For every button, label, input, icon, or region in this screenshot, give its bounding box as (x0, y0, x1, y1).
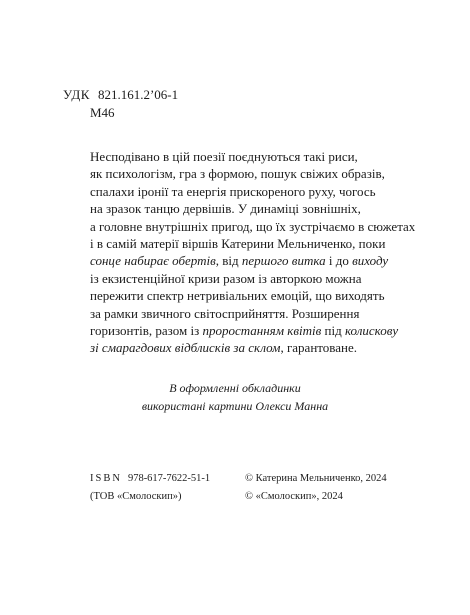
annotation-text: і в самій матерії віршів Катерини Мельниченко, поки (90, 236, 386, 252)
annotation-text: горизонтів, разом із (90, 323, 203, 339)
publisher-note: (ТОВ «Смолоскип») (90, 491, 182, 502)
copyright-block (245, 470, 387, 506)
annotation-italic-text: колискову (344, 323, 399, 339)
copyright-publisher: © «Смолоскип», 2024 (245, 491, 343, 502)
annotation-line (90, 165, 415, 182)
annotation-line (90, 235, 415, 252)
author-code: М46 (90, 105, 115, 120)
annotation-text: на зразок танцю дервішів. У динаміці зовнішніх, (90, 201, 361, 217)
annotation-line (90, 287, 415, 304)
annotation-text: як психологізм, гра з формою, пошук свіжих образів, (90, 166, 385, 182)
isbn-line (90, 470, 210, 488)
book-annotation (90, 148, 415, 357)
annotation-text: , від (215, 253, 242, 269)
annotation-line (90, 218, 415, 235)
cover-design-line-1: В оформленні обкладинки (169, 381, 301, 395)
udk-label: УДК (63, 87, 90, 102)
annotation-text: за рамки звичного світосприйняття. Розширення (90, 305, 360, 321)
annotation-text: а головне внутрішніх пригод, що їх зустрічаємо в сюжетах (90, 218, 416, 234)
isbn-label: ISBN (90, 473, 122, 484)
annotation-text: під (321, 323, 345, 339)
annotation-text: Несподівано в цій поезії поєднуються такі риси, (90, 149, 358, 164)
cover-design-line-2: використані картини Олекси Манна (141, 399, 329, 413)
annotation-text: спалахи іронії та енергія прискореного руху, чогось (90, 183, 376, 199)
isbn-number: 978-617-7622-51-1 (127, 473, 211, 484)
udk-number: 821.161.2’06-1 (97, 87, 179, 102)
isbn-block (90, 470, 210, 506)
annotation-line (90, 183, 415, 200)
annotation-line (90, 148, 415, 165)
annotation-line (90, 322, 415, 339)
annotation-text: і до (325, 253, 353, 269)
annotation-line (90, 305, 415, 322)
annotation-line (90, 200, 415, 217)
annotation-italic-text: сонце набирає обертів (90, 253, 216, 269)
annotation-italic-text: проростанням квітів (202, 323, 322, 339)
annotation-italic-text: виходу (352, 253, 389, 269)
copyright-author: © Катерина Мельниченко, 2024 (245, 473, 387, 484)
annotation-italic-text: першого витка (241, 253, 326, 269)
annotation-text: пережити спектр нетривіальних емоцій, що виходять (90, 288, 385, 304)
annotation-italic-text: зі смарагдових відблисків за склом (90, 340, 281, 356)
annotation-text: , гарантоване. (280, 340, 358, 356)
udk-line (63, 87, 178, 103)
annotation-line (90, 270, 415, 287)
annotation-line (90, 339, 415, 356)
annotation-line (90, 252, 415, 269)
annotation-text: із екзистенційної кризи разом із авторкою можна (90, 270, 362, 286)
